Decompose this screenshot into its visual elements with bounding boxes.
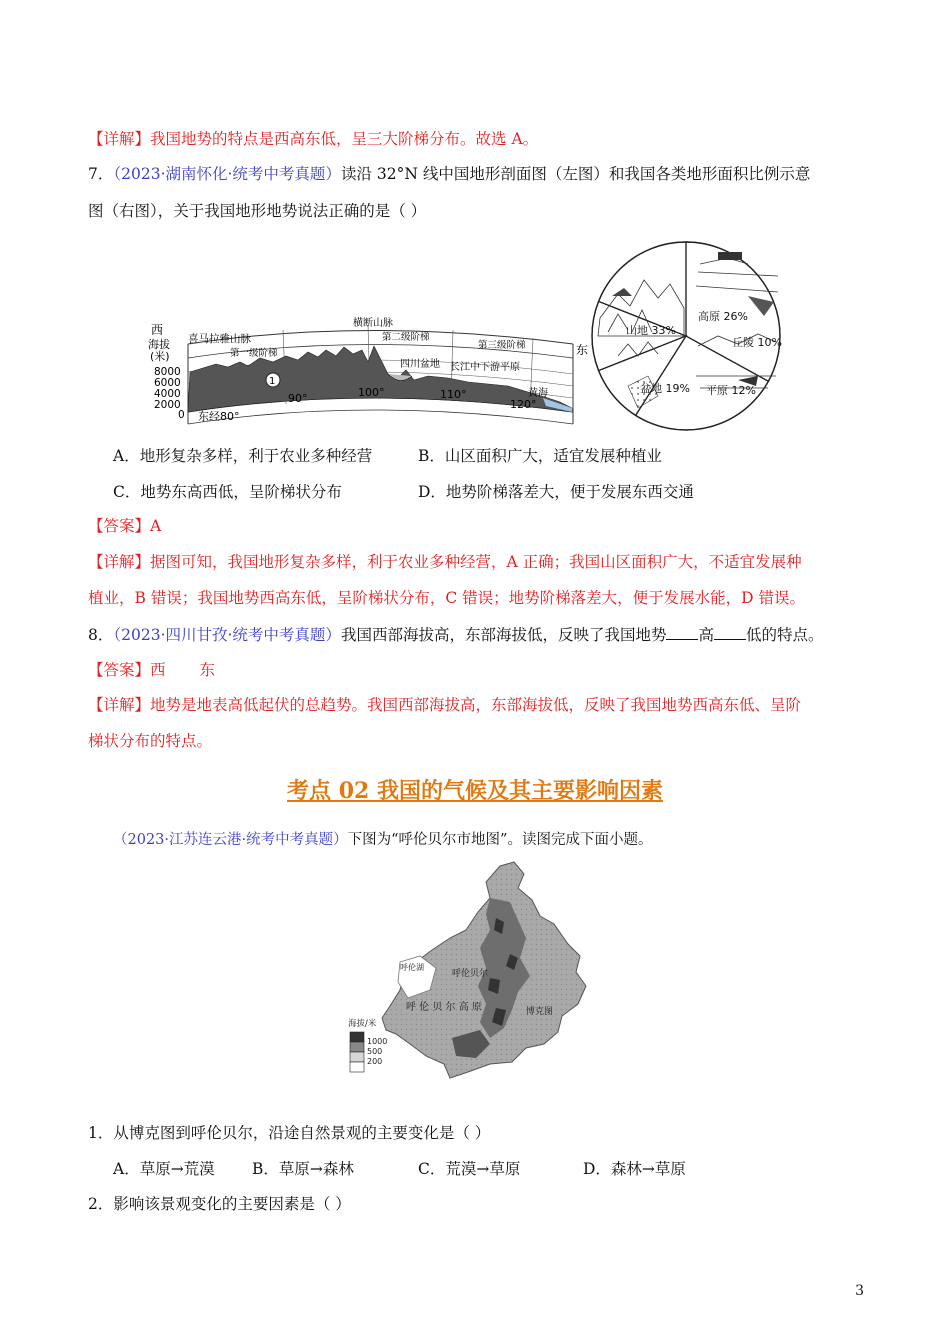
group-source: （2023·江苏连云港·统考中考真题） <box>113 832 348 848</box>
answer-value: A <box>150 517 162 535</box>
group-intro-text: 下图为“呼伦贝尔市地图”。读图完成下面小题。 <box>347 832 653 848</box>
lon-tick-120: 120° <box>510 398 537 411</box>
question-number: 7． <box>88 165 114 183</box>
altitude-unit: (米) <box>150 350 170 363</box>
lon-tick-100: 100° <box>358 386 385 399</box>
q7-answer <box>88 515 161 537</box>
blank-1[interactable] <box>666 623 698 640</box>
answer-tag: 【答案】 <box>88 661 151 679</box>
q7-option-c: C．地势东高西低，呈阶梯状分布 <box>113 483 342 501</box>
altitude-label: 海拔 <box>148 338 170 351</box>
sub1-option-c: C．荒漠→草原 <box>418 1160 521 1178</box>
stem-part-c: 低的特点。 <box>745 626 824 644</box>
landform-pie-figure <box>588 236 796 436</box>
lon-tick-90: 90° <box>288 392 308 405</box>
blank-2[interactable] <box>714 623 746 640</box>
label-hulun-lake: 呼伦湖 <box>400 963 424 972</box>
sub1-option-d: D．森林→草原 <box>583 1160 686 1178</box>
detail-text: 我国地势的特点是西高东低，呈三大阶梯分布。故选 A。 <box>150 130 539 148</box>
alt-tick-8000: 8000 <box>154 366 181 378</box>
question-source: （2023·四川甘孜·统考中考真题） <box>113 626 341 644</box>
changjiang-label: 长江中下游平原 <box>450 362 520 373</box>
sub1-option-a: A．草原→荒漠 <box>113 1160 215 1178</box>
q6-detail <box>88 128 538 150</box>
sub2-stem: 2．影响该景观变化的主要因素是（ ） <box>88 1195 351 1213</box>
answer-value-2: 东 <box>199 661 216 679</box>
answer-tag: 【答案】 <box>88 517 151 535</box>
stem-text: 读沿 32°N 线中国地形剖面图（左图）和我国各类地形面积比例示意 <box>340 165 811 183</box>
q7-option-b: B．山区面积广大，适宜发展种植业 <box>418 447 662 465</box>
step2-label: 第二级阶梯 <box>382 332 430 343</box>
east-label: 东 <box>576 343 589 357</box>
west-label: 西 <box>151 323 164 337</box>
legend-swatch-200 <box>350 1052 364 1062</box>
pie-label-mountain: 山地 33% <box>626 324 676 337</box>
q7-stem-line2: 图（右图），关于我国地形地势说法正确的是（ ） <box>88 202 427 220</box>
q7-option-d: D．地势阶梯落差大，便于发展东西交通 <box>418 483 694 501</box>
lon-start-label: 东经80° <box>198 410 240 423</box>
alt-tick-4000: 4000 <box>154 388 181 400</box>
section-title: 考点 02 我国的气候及其主要影响因素 <box>287 778 663 804</box>
pie-label-plateau: 高原 26% <box>698 310 748 323</box>
legend-swatch-low <box>350 1062 364 1072</box>
legend-200: 200 <box>367 1057 383 1066</box>
question-source: （2023·湖南怀化·统考中考真题） <box>113 165 341 183</box>
group-intro <box>113 829 652 851</box>
alt-tick-2000: 2000 <box>154 399 181 411</box>
q7-detail-line2: 植业，B 错误；我国地势西高东低，呈阶梯状分布，C 错误；地势阶梯落差大，便于发展水能，D 错误。 <box>88 589 805 607</box>
pie-label-basin: 盆地 19% <box>640 382 690 395</box>
legend-500: 500 <box>367 1047 383 1056</box>
pie-label-hills: 丘陵 10% <box>732 336 782 349</box>
lon-tick-110: 110° <box>440 388 467 401</box>
legend-swatch-500 <box>350 1042 364 1052</box>
question-number: 8． <box>88 626 114 644</box>
label-boke: 博克图 <box>526 1007 554 1017</box>
hulunbuir-map <box>340 858 602 1088</box>
legend-swatch-1000 <box>350 1032 364 1042</box>
hengduan-label: 横断山脉 <box>353 318 393 329</box>
label-hulunbeier: 呼伦贝尔 <box>452 969 489 979</box>
detail-text: 地势是地表高低起伏的总趋势。我国西部海拔高，东部海拔低，反映了我国地势西高东低、呈阶 <box>150 696 802 714</box>
detail-text: 据图可知，我国地形复杂多样，利于农业多种经营，A 正确；我国山区面积广大，不适宜发展种 <box>150 553 802 571</box>
q8-stem <box>88 623 823 646</box>
q8-answer <box>88 659 215 681</box>
legend-1000: 1000 <box>367 1037 388 1046</box>
stem-part-a: 我国西部海拔高，东部海拔低，反映了我国地势 <box>340 626 667 644</box>
stem-part-b: 高 <box>698 626 714 644</box>
label-plateau: 呼 伦 贝 尔 高 原 <box>406 1002 482 1013</box>
q7-stem-line1 <box>88 163 810 185</box>
q7-detail-line1 <box>88 551 802 573</box>
pie-label-plain: 平原 12% <box>706 384 756 397</box>
sichuan-label: 四川盆地 <box>400 359 440 370</box>
huanghai-label: 黄海 <box>528 388 548 399</box>
sub1-option-b: B．草原→森林 <box>252 1160 354 1178</box>
alt-tick-0: 0 <box>178 409 185 421</box>
marker-label: 1 <box>269 376 276 387</box>
alt-tick-6000: 6000 <box>154 377 181 389</box>
detail-tag: 【详解】 <box>88 696 151 714</box>
step3-label: 第三级阶梯 <box>478 340 526 351</box>
sub1-stem: 1．从博克图到呼伦贝尔，沿途自然景观的主要变化是（ ） <box>88 1124 491 1142</box>
page-number: 3 <box>855 1283 864 1299</box>
q7-option-a: A．地形复杂多样，利于农业多种经营 <box>113 447 373 465</box>
answer-value-1: 西 <box>150 661 166 679</box>
himalaya-label: 喜马拉雅山脉 <box>188 333 251 345</box>
terrain-profile-figure <box>148 312 590 430</box>
q8-detail-line2: 梯状分布的特点。 <box>88 732 213 750</box>
q8-detail-line1 <box>88 694 801 716</box>
detail-tag: 【详解】 <box>88 553 151 571</box>
detail-tag: 【详解】 <box>88 130 151 148</box>
step1-label: 第一级阶梯 <box>230 348 278 359</box>
legend-title: 海拔/米 <box>348 1019 377 1029</box>
